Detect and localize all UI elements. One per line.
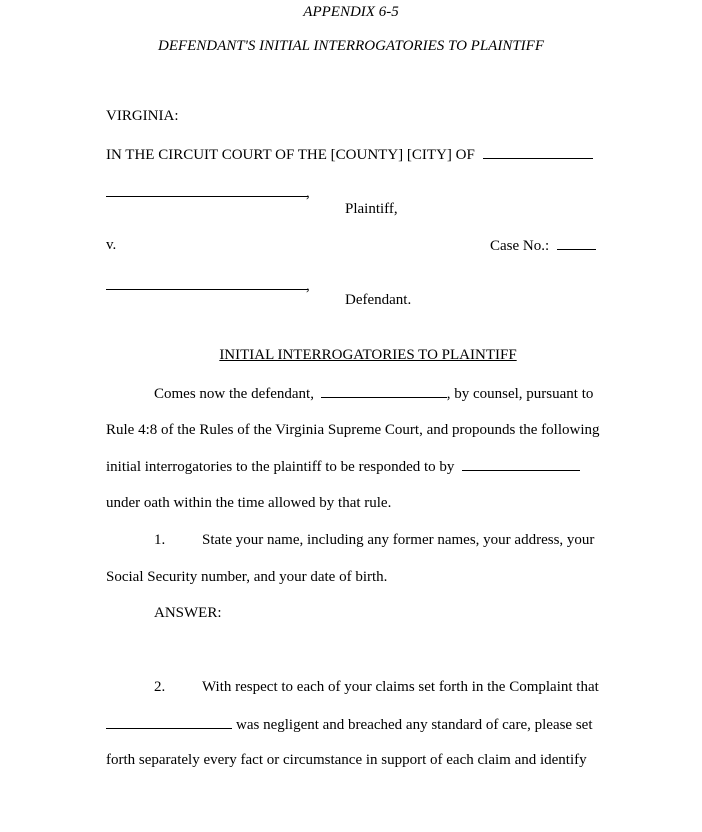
defendant-label: Defendant. [345, 292, 412, 308]
plaintiff-comma: , [306, 185, 310, 201]
response-date-blank[interactable] [462, 457, 580, 471]
document-title: DEFENDANT'S INITIAL INTERROGATORIES TO PLAINTIFF [157, 38, 544, 54]
appendix-heading: APPENDIX 6-5 [303, 4, 399, 20]
item-1-answer-label: ANSWER: [154, 605, 222, 621]
plaintiff-signature-line[interactable] [106, 196, 308, 197]
defendant-signature-line[interactable] [106, 289, 308, 290]
item-1-number: 1. [154, 532, 166, 548]
section-title: INITIAL INTERROGATORIES TO PLAINTIFF [219, 347, 517, 363]
intro-line-2: Rule 4:8 of the Rules of the Virginia Supreme Court, and propounds the following [106, 422, 600, 438]
intro-line-3: initial interrogatories to the plaintiff to be responded to by [106, 457, 580, 476]
negligent-party-blank[interactable] [106, 715, 232, 729]
intro-line-1: Comes now the defendant, , by counsel, pursuant to [154, 386, 594, 402]
item-2-line-2: was negligent and breached any standard of care, please set [106, 715, 593, 734]
plaintiff-label: Plaintiff, [345, 201, 398, 217]
court-location-blank[interactable] [483, 145, 593, 159]
court-label: IN THE CIRCUIT COURT OF THE [COUNTY] [CITY] OF [106, 147, 475, 163]
defendant-name-blank[interactable] [321, 384, 447, 398]
case-number-label: Case No.: [490, 238, 550, 254]
case-number-line [490, 236, 596, 255]
defendant-comma: , [306, 278, 310, 294]
case-number-blank[interactable] [557, 236, 596, 250]
state-label: VIRGINIA: [106, 108, 179, 124]
item-2-line-1: With respect to each of your claims set forth in the Complaint that [202, 679, 599, 695]
item-1-line-2: Social Security number, and your date of birth. [106, 569, 388, 585]
court-line [106, 145, 593, 164]
item-1-line-1: State your name, including any former names, your address, your [202, 532, 595, 548]
versus-label: v. [106, 237, 117, 253]
item-2-line-3: forth separately every fact or circumstance in support of each claim and identify [106, 752, 587, 768]
item-2-number: 2. [154, 679, 166, 695]
intro-line-4: under oath within the time allowed by that rule. [106, 495, 392, 511]
